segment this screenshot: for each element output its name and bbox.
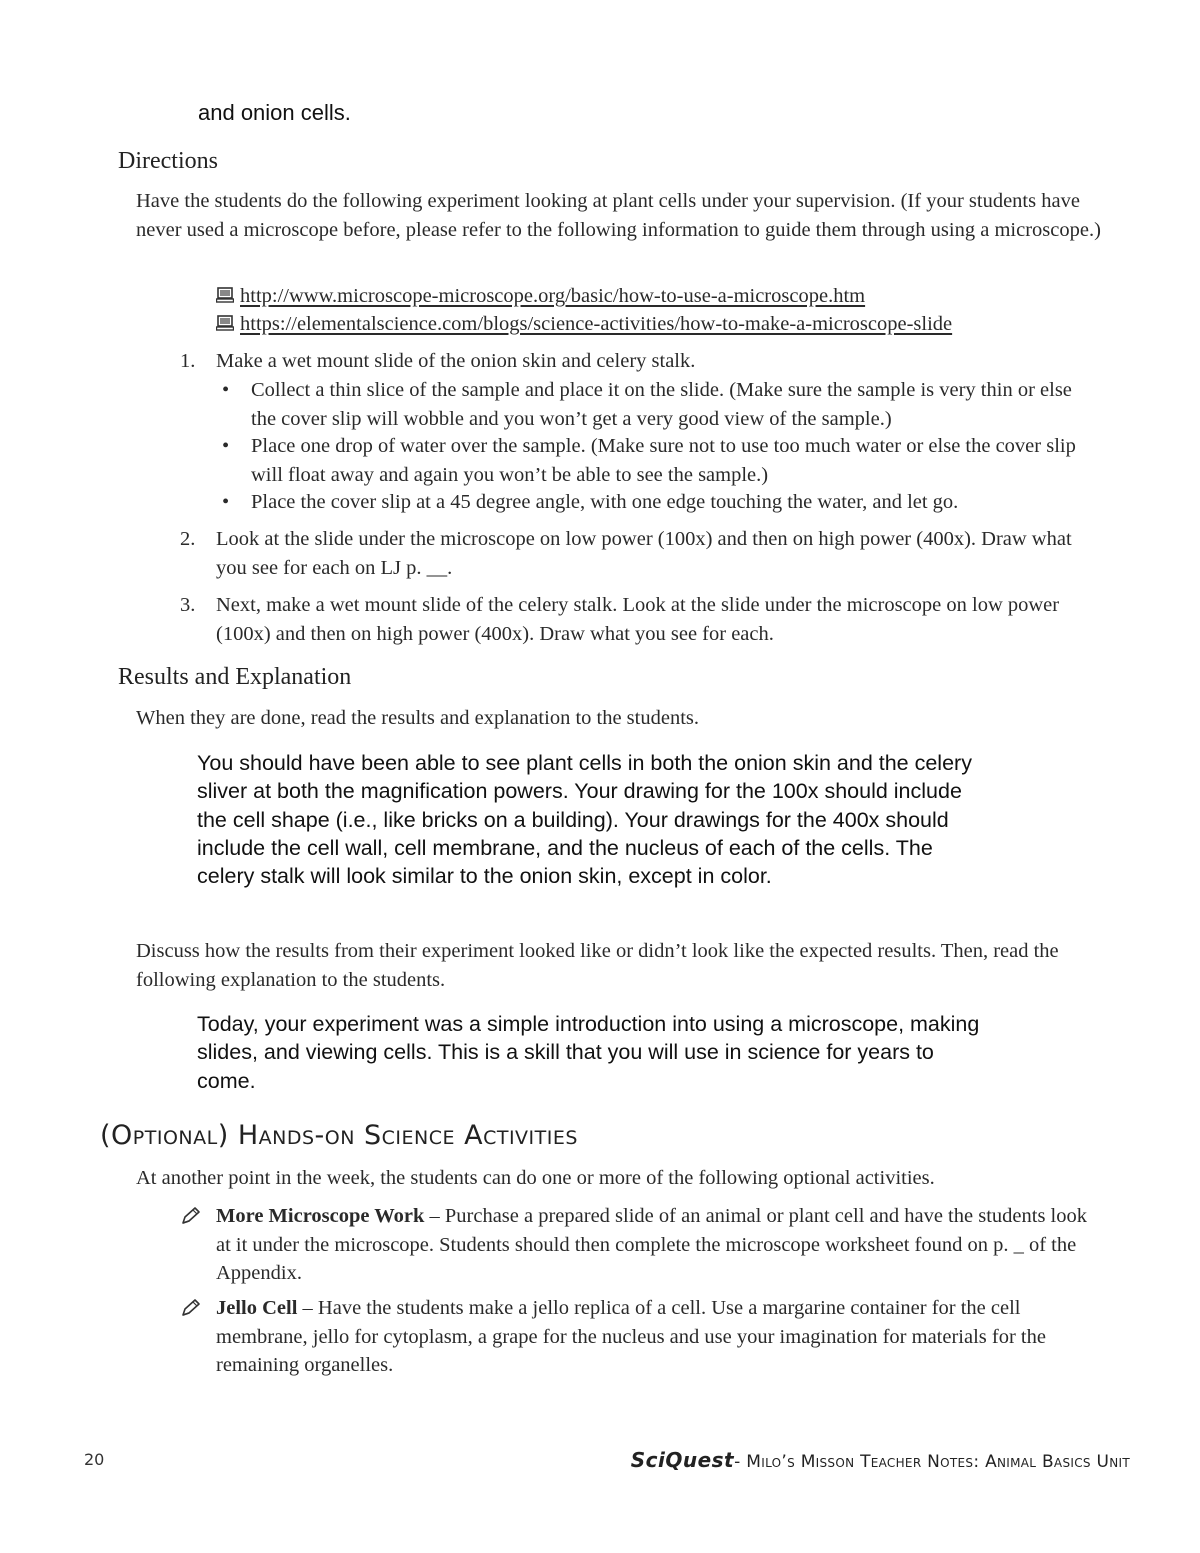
computer-icon	[216, 287, 234, 303]
page-number: 20	[84, 1450, 105, 1469]
optional-intro: At another point in the week, the students can do one or more of the following optional activities.	[136, 1167, 935, 1189]
activity-title: Jello Cell	[216, 1297, 298, 1319]
activity-title: More Microscope Work	[216, 1205, 425, 1227]
step-text: Make a wet mount slide of the onion skin and celery stalk.	[216, 350, 696, 372]
footer-subtitle: - Milo’s Misson Teacher Notes: Animal Basics Unit	[734, 1452, 1130, 1472]
activity-description: – Have the students make a jello replica of a cell. Use a margarine container for the cell membrane, jello for cytoplasm, a grape for the nucleus and use your imagination for materials for the remaining organelles.	[216, 1297, 1046, 1376]
microscope-slide-link[interactable]: https://elementalscience.com/blogs/science-activities/how-to-make-a-microscope-slide	[240, 313, 953, 335]
step-number: 1.	[180, 350, 196, 372]
optional-activities-heading: (Optional) Hands-on Science Activities	[100, 1120, 578, 1151]
pencil-icon	[180, 1205, 202, 1227]
link-row-2	[216, 310, 952, 338]
results-explanation-quote: You should have been able to see plant cells in both the onion skin and the celery sliver at both the magnification powers. Your drawing for the 100x should include the cell shape (i.e., like bricks on a building). Your drawings for the 400x should include the cell wall, cell membrane, and the nucleus of each of the cells. The celery stalk will look similar to the onion skin, except in color.	[197, 751, 972, 889]
bullet-text: Place the cover slip at a 45 degree angle, with one edge touching the water, and let go.	[251, 491, 959, 513]
bullet-text: Place one drop of water over the sample. (Make sure not to use too much water or else the cover slip will float away and again you won’t be able to see the sample.)	[251, 435, 1076, 486]
bullet-text: Collect a thin slice of the sample and place it on the slide. (Make sure the sample is very thin or else the cover slip will wobble and you won’t get a very good view of the sample.)	[251, 379, 1072, 430]
directions-intro: Have the students do the following experiment looking at plant cells under your supervision. (If your students have never used a microscope before, please refer to the following information to guide them through using a microscope.)	[136, 190, 1101, 241]
microscope-usage-link[interactable]: http://www.microscope-microscope.org/basic/how-to-use-a-microscope.htm	[240, 285, 866, 307]
step-number: 2.	[180, 528, 196, 550]
results-intro: When they are done, read the results and explanation to the students.	[136, 707, 699, 729]
step-text: Look at the slide under the microscope on low power (100x) and then on high power (400x). Draw what you see for each on LJ p. __.	[216, 528, 1072, 579]
link-row-1	[216, 282, 865, 310]
computer-icon	[216, 315, 234, 331]
footer-title	[631, 1448, 1130, 1472]
results-heading: Results and Explanation	[118, 664, 352, 690]
discuss-paragraph: Discuss how the results from their experiment looked like or didn’t look like the expected results. Then, read the following explanation to the students.	[136, 940, 1059, 991]
directions-heading: Directions	[118, 148, 218, 174]
activity-description: – Purchase a prepared slide of an animal or plant cell and have the students look at it under the microscope. Students should then complete the microscope worksheet found on p. _ of the Appendix.	[216, 1205, 1087, 1284]
continuation-text: and onion cells.	[198, 100, 351, 125]
step-text: Next, make a wet mount slide of the celery stalk. Look at the slide under the microscope on low power (100x) and then on high power (400x). Draw what you see for each.	[216, 594, 1060, 645]
brand-logo-text: SciQuest	[630, 1448, 735, 1472]
step-number: 3.	[180, 594, 196, 616]
explanation-quote: Today, your experiment was a simple introduction into using a microscope, making slides, and viewing cells. This is a skill that you will use in science for years to come.	[197, 1012, 980, 1093]
pencil-icon	[180, 1297, 202, 1319]
